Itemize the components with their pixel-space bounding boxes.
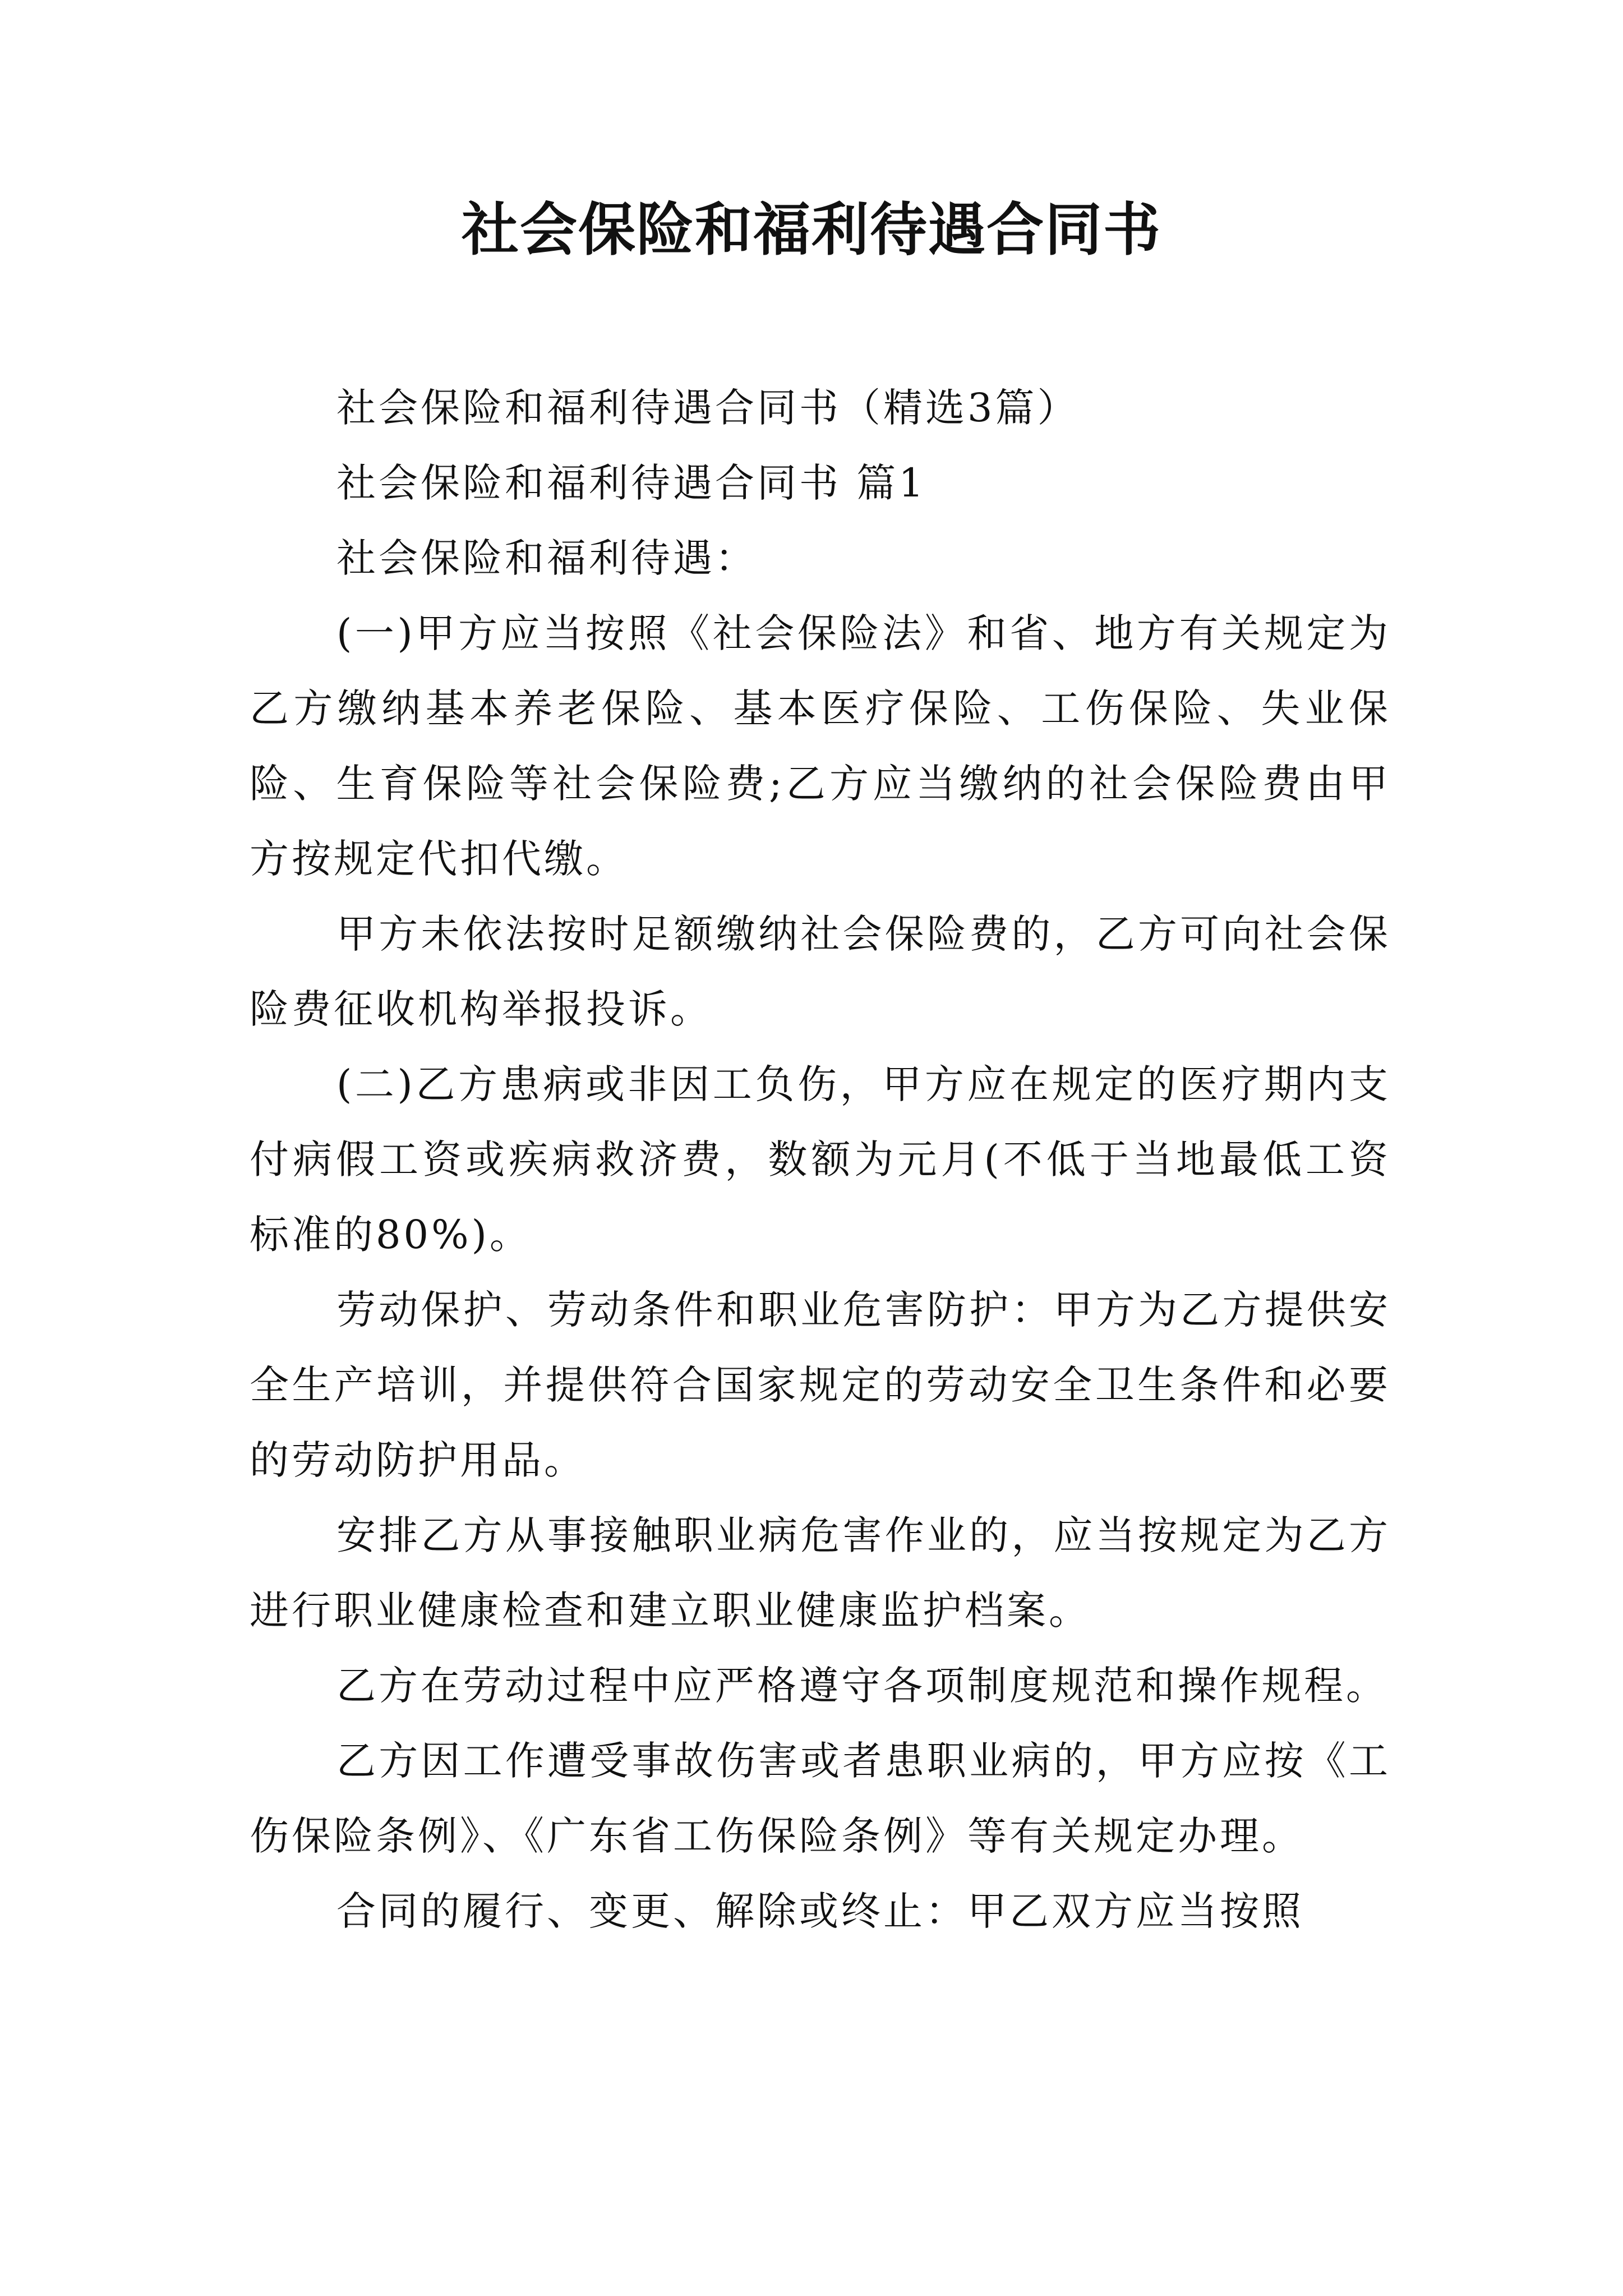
- document-title: 社会保险和福利待遇合同书: [462, 196, 1161, 264]
- paragraph-health-check: 安排乙方从事接触职业病危害作业的，应当按规定为乙方进行职业健康检查和建立职业健康监护档案。: [250, 1512, 1391, 1634]
- paragraph-rules-compliance: 乙方在劳动过程中应严格遵守各项制度规范和操作规程。: [336, 1663, 1388, 1709]
- paragraph-social-insurance: (一)甲方应当按照《社会保险法》和省、地方有关规定为乙方缴纳基本养老保险、基本医疗保险、工伤保险、失业保险、生育保险等社会保险费;乙方应当缴纳的社会保险费由甲方按规定代扣代缴。: [250, 610, 1391, 882]
- paragraph-section-heading: 社会保险和福利待遇合同书 篇1: [336, 460, 926, 506]
- paragraph-labor-protection: 劳动保护、劳动条件和职业危害防护：甲方为乙方提供安全生产培训，并提供符合国家规定的劳动安全卫生条件和必要的劳动防护用品。: [250, 1287, 1391, 1483]
- paragraph-subtitle: 社会保险和福利待遇合同书（精选3篇）: [336, 385, 1080, 431]
- paragraph-complaint: 甲方未依法按时足额缴纳社会保险费的，乙方可向社会保险费征收机构举报投诉。: [250, 911, 1391, 1032]
- paragraph-contract-performance: 合同的履行、变更、解除或终止：甲乙双方应当按照: [336, 1888, 1304, 1934]
- paragraph-topic-heading: 社会保险和福利待遇：: [336, 535, 757, 581]
- paragraph-sick-leave: (二)乙方患病或非因工负伤，甲方应在规定的医疗期内支付病假工资或疾病救济费，数额为元月(不低于当地最低工资标准的80%)。: [250, 1061, 1391, 1258]
- paragraph-work-injury: 乙方因工作遭受事故伤害或者患职业病的，甲方应按《工伤保险条例》、《广东省工伤保险条例》等有关规定办理。: [250, 1738, 1391, 1859]
- document-body: [250, 370, 1391, 1949]
